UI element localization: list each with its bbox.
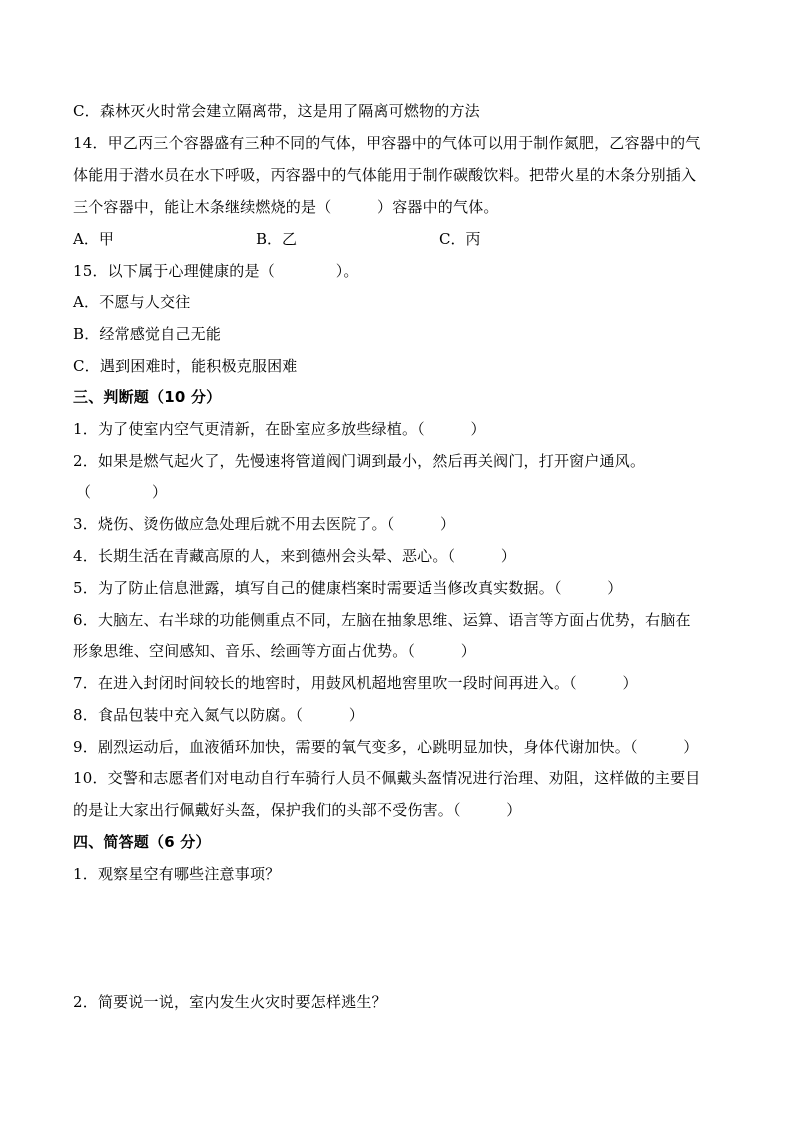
- judge-item-7: 7．在进入封闭时间较长的地窖时，用鼓风机超地窖里吹一段时间再进入。（ ）: [73, 674, 638, 692]
- q14-option-c: C．丙: [439, 230, 481, 248]
- q14-option-a: A．甲: [73, 230, 114, 248]
- section-4-heading: 四、简答题（6 分）: [73, 833, 211, 851]
- judge-item-3: 3．烧伤、烫伤做应急处理后就不用去医院了。（ ）: [73, 515, 456, 533]
- q14-stem-line-2: 体能用于潜水员在水下呼吸，丙容器中的气体能用于制作碳酸饮料。把带火星的木条分别插入: [73, 166, 697, 184]
- q15-stem: 15．以下属于心理健康的是（ ）。: [73, 262, 359, 280]
- judge-item-1: 1．为了使室内空气更清新，在卧室应多放些绿植。（ ）: [73, 420, 486, 438]
- judge-item-9: 9．剧烈运动后，血液循环加快，需要的氧气变多，心跳明显加快，身体代谢加快。（ ）: [73, 738, 699, 756]
- judge-item-6-line-2: 形象思维、空间感知、音乐、绘画等方面占优势。（ ）: [73, 642, 476, 660]
- q15-option-c: C．遇到困难时，能积极克服困难: [73, 357, 298, 375]
- judge-item-6-line-1: 6．大脑左、右半球的功能侧重点不同，左脑在抽象思维、运算、语言等方面占优势，右脑在: [73, 611, 691, 629]
- judge-item-8: 8．食品包装中充入氮气以防腐。（ ）: [73, 706, 365, 724]
- q14-stem-line-3: 三个容器中，能让木条继续燃烧的是（ ）容器中的气体。: [73, 198, 499, 216]
- judge-item-10-line-2: 的是让大家出行佩戴好头盔，保护我们的头部不受伤害。（ ）: [73, 801, 522, 819]
- q13-option-c: C．森林灭火时常会建立隔离带，这是用了隔离可燃物的方法: [73, 102, 480, 120]
- judge-item-2: 2．如果是燃气起火了，先慢速将管道阀门调到最小，然后再关阀门，打开窗户通风。: [73, 452, 646, 470]
- short-answer-1: 1．观察星空有哪些注意事项？: [73, 865, 281, 883]
- judge-item-2-blank: （ ）: [76, 483, 168, 501]
- short-answer-2: 2．简要说一说，室内发生火灾时要怎样逃生？: [73, 993, 387, 1011]
- judge-item-4: 4．长期生活在青藏高原的人，来到德州会头晕、恶心。（ ）: [73, 547, 517, 565]
- q15-option-b: B．经常感觉自己无能: [73, 325, 222, 343]
- q14-stem-line-1: 14．甲乙丙三个容器盛有三种不同的气体，甲容器中的气体可以用于制作氮肥，乙容器中的气: [73, 134, 701, 152]
- q14-option-b: B．乙: [256, 230, 298, 248]
- q15-option-a: A．不愿与人交往: [73, 293, 191, 311]
- judge-item-5: 5．为了防止信息泄露，填写自己的健康档案时需要适当修改真实数据。（ ）: [73, 579, 623, 597]
- section-3-heading: 三、判断题（10 分）: [73, 388, 222, 406]
- judge-item-10-line-1: 10．交警和志愿者们对电动自行车骑行人员不佩戴头盔情况进行治理、劝阻，这样做的主要目: [73, 769, 701, 787]
